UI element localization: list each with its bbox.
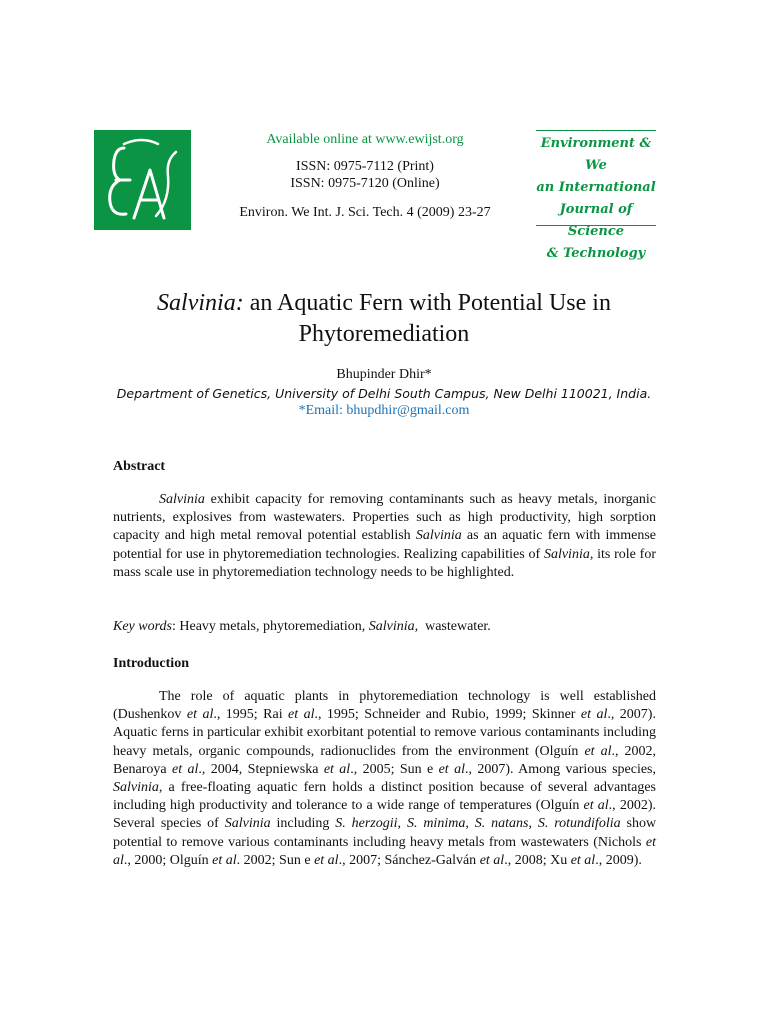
text-run: , [397,816,407,832]
text-run: The role of aquatic plants in phytoremediation technology is well established (Dushenkov [113,689,656,723]
text-run: exhibit capacity for removing contaminants such as heavy metals, inorganic nutrients, explosives from wastewaters. Properties such as high productivity, high sorption capacity and high metal removal potential establish [113,492,656,544]
text-run: its role for mass scale use in phytoremediation technology needs to be highlighted. [113,546,656,580]
text-run: ., 2002, Benaroya [113,743,657,777]
text-italic: et al [580,707,608,723]
text-run: including [270,816,336,832]
text-run: . 2002; Sun e [236,852,315,868]
text-italic: et al [314,852,339,868]
text-run: ., 2007). Among various species, [464,761,657,777]
article-title [110,288,658,350]
text-italic: et al [438,761,465,777]
text-italic: et al [479,852,505,868]
title-rest: an Aquatic Fern with Potential Use in [243,290,611,316]
author-email-link[interactable]: *Email: bhupdhir@gmail.com [298,403,470,418]
text-italic: et al [570,852,596,868]
text-run: ., 2007; Sánchez-Galván [338,852,480,868]
text-italic: Salvinia [415,528,462,544]
text-italic: et al [323,761,351,777]
text-italic: Salvinia [224,816,271,832]
text-italic: Salvinia, [543,546,594,562]
text-italic: et al [186,707,214,723]
text-run: , a free-floating aquatic fern holds a distinct position because of several advantages including high productivity and tolerance to a wide range of temperatures (Olguín [113,780,656,814]
text-run: show potential to remove various contaminants including heavy metals from wastewaters (Nichols [113,816,657,850]
journal-name-line: & Technology [546,246,646,261]
text-italic: Salvinia, [368,619,419,634]
journal-name-line: Environment & We [540,136,652,173]
journal-citation: Environ. We Int. J. Sci. Tech. 4 (2009) 23-27 [239,205,491,220]
text-italic: et al [113,834,656,868]
abstract-paragraph [113,491,656,582]
keywords-label: Key words [113,619,172,634]
text-italic: et al [584,743,612,759]
text-run: ., 2004, Stepniewska [198,761,324,777]
text-italic: et al [583,798,609,814]
issn-print: ISSN: 0975-7112 (Print) [296,159,434,174]
author-name: Bhupinder Dhir* [336,367,432,382]
text-italic: S. minima [406,816,466,832]
journal-logo [94,130,191,230]
journal-name-box [536,130,656,261]
text-run: , [528,816,538,832]
abstract-heading: Abstract [113,459,166,474]
text-run: as an aquatic fern with immense potential for use in phytoremediation technologies. Realizing capabilities of [113,528,656,562]
title-line-2: Phytoremediation [298,321,470,347]
journal-name-line: an International [536,180,656,195]
text-run: wastewater. [418,619,491,634]
text-run: ., 1995; Schneider and Rubio, 1999; Skinner [314,707,581,723]
ea-logo-icon [94,130,191,230]
text-italic: S. rotundifolia [537,816,621,832]
available-online-link[interactable]: Available online at www.ewijst.org [266,132,464,147]
keywords-line [113,618,656,636]
text-run: ., 2008; Xu [504,852,571,868]
introduction-section [113,655,656,673]
abstract-body [113,491,656,582]
text-italic: et al [288,707,315,723]
text-italic: Salvinia [113,780,159,796]
text-italic: S. natans [474,816,529,832]
journal-header [200,131,530,221]
introduction-heading: Introduction [113,656,189,671]
text-run: ., 2000; Olguín [123,852,213,868]
text-italic: et al [212,852,237,868]
introduction-paragraph [113,688,656,870]
text-run: ., 2002). Several species of [113,798,656,832]
journal-name-line: Journal of Science [559,202,633,239]
text-italic: et al [172,761,199,777]
text-italic: Salvinia [159,492,205,507]
text-run: ., 2005; Sun e [350,761,439,777]
abstract-section [113,458,656,476]
text-run: ., 2007). Aquatic ferns in particular exhibit exorbitant potential to remove various contaminants including heavy metals, organic compounds, radionuclides from the environment (Olguín [113,707,656,759]
text-run: , [465,816,475,832]
introduction-body [113,688,656,870]
text-italic: S. herzogii [335,816,398,832]
text-run: ., 2009). [595,852,642,868]
author-affiliation: Department of Genetics, University of Delhi South Campus, New Delhi 110021, India. [116,386,652,401]
text-run: ., 1995; Rai [213,707,289,723]
text-run: : Heavy metals, phytoremediation, [171,619,369,634]
issn-online: ISSN: 0975-7120 (Online) [290,176,440,191]
title-italic-part: Salvinia: [157,290,244,316]
